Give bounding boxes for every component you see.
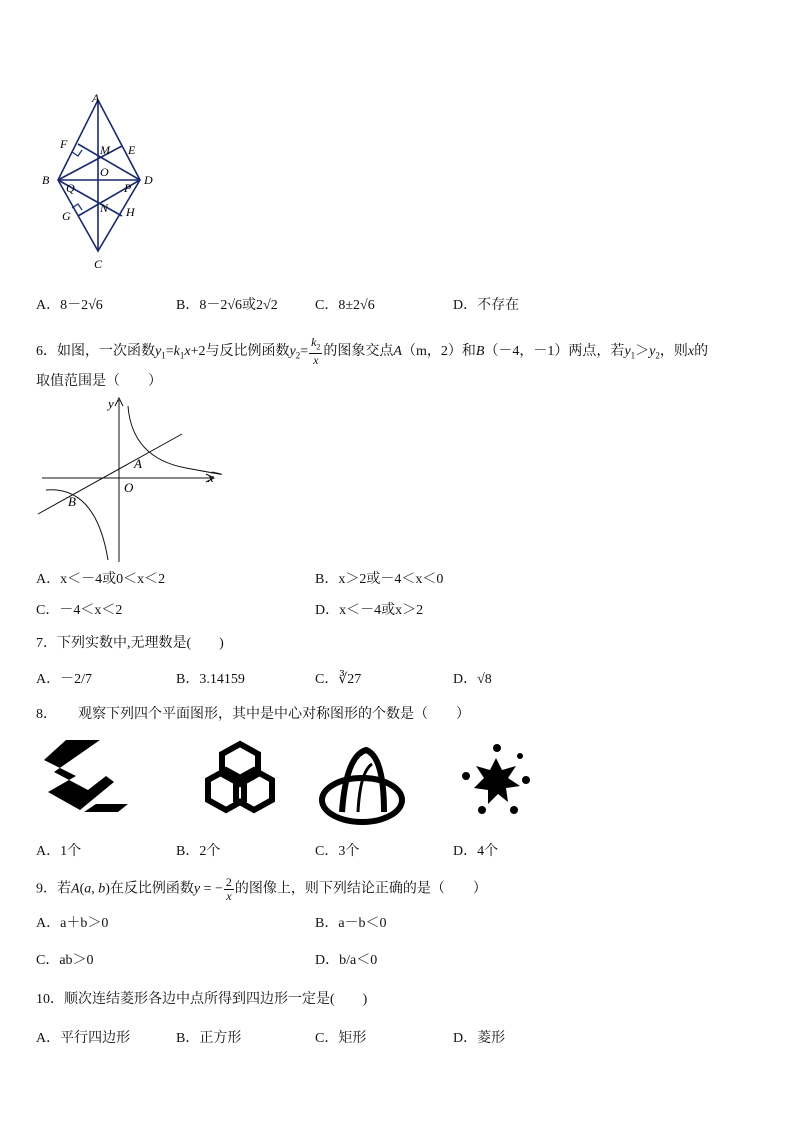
q9-option-b[interactable]: B．a－b＜0 — [315, 916, 387, 931]
q9-stem: 9．若A(a, b)在反比例函数y = − $\frac{2}{x}$ 的图像上，则下列结论正确的是（ ） — [36, 875, 487, 903]
label-P: P — [124, 181, 132, 195]
label-N: N — [100, 201, 109, 215]
q6-function-graph — [36, 394, 226, 566]
q7-stem: 7．下列实数中,无理数是( ) — [36, 636, 224, 651]
label-F: F — [60, 137, 68, 151]
q5-option-d[interactable]: D．不存在 — [453, 298, 520, 313]
q10-option-a[interactable]: A．平行四边形 — [36, 1031, 131, 1046]
q7-option-a[interactable]: A．－2/7 — [36, 672, 93, 687]
q7-option-d[interactable]: D．√8 — [453, 672, 492, 687]
q6-option-a[interactable]: A．x＜－4或0＜x＜2 — [36, 572, 166, 587]
q8-option-c[interactable]: C．3个 — [315, 844, 360, 859]
q9-option-d[interactable]: D．b/a＜0 — [315, 953, 378, 968]
label-O: O — [100, 165, 109, 179]
q10-option-b[interactable]: B．正方形 — [176, 1031, 242, 1046]
point-A-label: A — [134, 456, 142, 471]
splat-star-figure — [462, 744, 530, 814]
minus-2-over-x: $\frac{2}{x}$ — [225, 875, 232, 903]
label-H: H — [126, 205, 135, 219]
q6-stem-line2: 取值范围是（ ） — [36, 374, 162, 389]
q8-option-d[interactable]: D．4个 — [453, 844, 499, 859]
q5-option-a[interactable]: A．8－2√6 — [36, 298, 103, 313]
q7-option-b[interactable]: B．3.14159 — [176, 672, 245, 687]
q5-option-b[interactable]: B．8－2√6或2√2 — [176, 298, 278, 313]
label-M: M — [100, 143, 110, 157]
q10-stem: 10．顺次连结菱形各边中点所得到四边形一定是( ) — [36, 992, 368, 1007]
q8-option-a[interactable]: A．1个 — [36, 844, 82, 859]
label-C: C — [94, 257, 103, 271]
q6-option-b[interactable]: B．x＞2或－4＜x＜0 — [315, 572, 444, 587]
ring-arch-figure — [322, 750, 402, 822]
q6-option-d[interactable]: D．x＜－4或x＞2 — [315, 603, 424, 618]
q6-stem: 6．如图，一次函数$y_1=k_1x+2$与反比例函数$y_2=$ $\frac{k_2}{x}$ 的图象交点A（m，2）和B（－4，－1）两点，若$y_1>y_2$，则x的 — [36, 335, 709, 368]
label-E: E — [128, 143, 136, 157]
label-B: B — [42, 173, 50, 187]
q8-stem: 8． 观察下列四个平面图形，其中是中心对称图形的个数是（ ） — [36, 707, 470, 722]
q9-option-a[interactable]: A．a＋b＞0 — [36, 916, 109, 931]
q10-option-c[interactable]: C．矩形 — [315, 1031, 367, 1046]
axis-y-label: y — [108, 396, 114, 411]
label-D: D — [144, 173, 153, 187]
label-Q: Q — [66, 181, 75, 195]
k2-over-x: $\frac{k_2}{x}$ — [311, 335, 321, 368]
q7-option-c[interactable]: C．∛27 — [315, 672, 362, 687]
rhombus-figure — [30, 88, 170, 273]
label-A: A — [92, 91, 100, 105]
s-logo-figure — [44, 740, 128, 812]
label-G: G — [62, 209, 71, 223]
q6-option-c[interactable]: C．－4＜x＜2 — [36, 603, 123, 618]
axis-x-label: x — [208, 470, 214, 485]
origin-O-label: O — [124, 480, 134, 495]
q8-option-b[interactable]: B．2个 — [176, 844, 221, 859]
q8-figures — [36, 732, 536, 832]
hexagon-star-figure — [208, 744, 272, 810]
q9-option-c[interactable]: C．ab＞0 — [36, 953, 94, 968]
point-B-label: B — [68, 494, 76, 509]
q5-option-c[interactable]: C．8±2√6 — [315, 298, 375, 313]
q10-option-d[interactable]: D．菱形 — [453, 1031, 506, 1046]
